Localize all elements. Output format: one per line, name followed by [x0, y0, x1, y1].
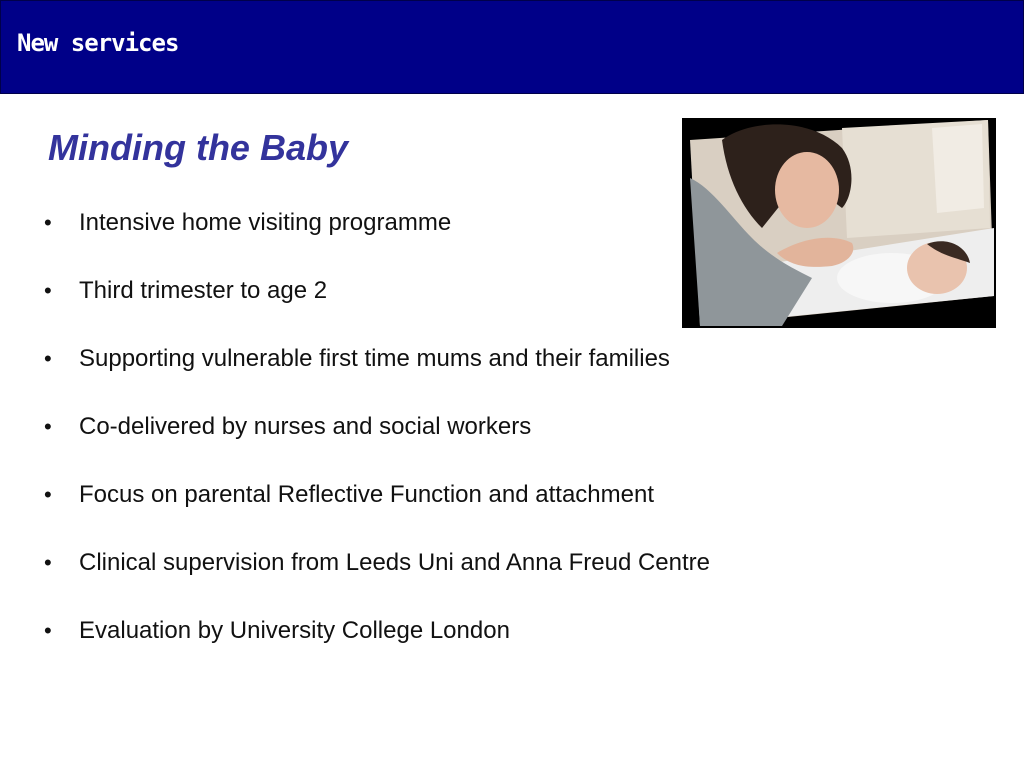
bullet-item — [44, 478, 710, 512]
bullet-text: Supporting vulnerable first time mums and their families — [79, 345, 670, 372]
bullet-list — [44, 206, 710, 682]
bullet-dot-icon: • — [44, 210, 52, 235]
bullet-dot-icon: • — [44, 618, 52, 643]
bullet-item — [44, 546, 710, 580]
bullet-text: Evaluation by University College London — [79, 617, 510, 644]
mother-and-baby-photo — [682, 118, 996, 328]
photo-mother-face — [775, 152, 839, 228]
bullet-dot-icon: • — [44, 278, 52, 303]
bullet-item — [44, 206, 710, 240]
bullet-dot-icon: • — [44, 482, 52, 507]
bullet-item — [44, 274, 710, 308]
photo-window — [932, 124, 984, 213]
bullet-item — [44, 410, 710, 444]
bullet-item — [44, 342, 710, 376]
bullet-dot-icon: • — [44, 414, 52, 439]
photo-illustration — [682, 118, 996, 328]
bullet-text: Intensive home visiting programme — [79, 209, 452, 236]
bullet-text: Focus on parental Reflective Function and attachment — [79, 481, 654, 508]
bullet-item — [44, 614, 710, 648]
bullet-dot-icon: • — [44, 346, 52, 371]
slide-header-title: New services — [17, 29, 179, 57]
bullet-text: Clinical supervision from Leeds Uni and Anna Freud Centre — [79, 549, 710, 576]
section-heading: Minding the Baby — [48, 127, 348, 168]
bullet-dot-icon: • — [44, 550, 52, 575]
bullet-text: Third trimester to age 2 — [79, 277, 328, 304]
header-bar — [0, 0, 1024, 94]
bullet-text: Co-delivered by nurses and social workers — [79, 413, 532, 440]
